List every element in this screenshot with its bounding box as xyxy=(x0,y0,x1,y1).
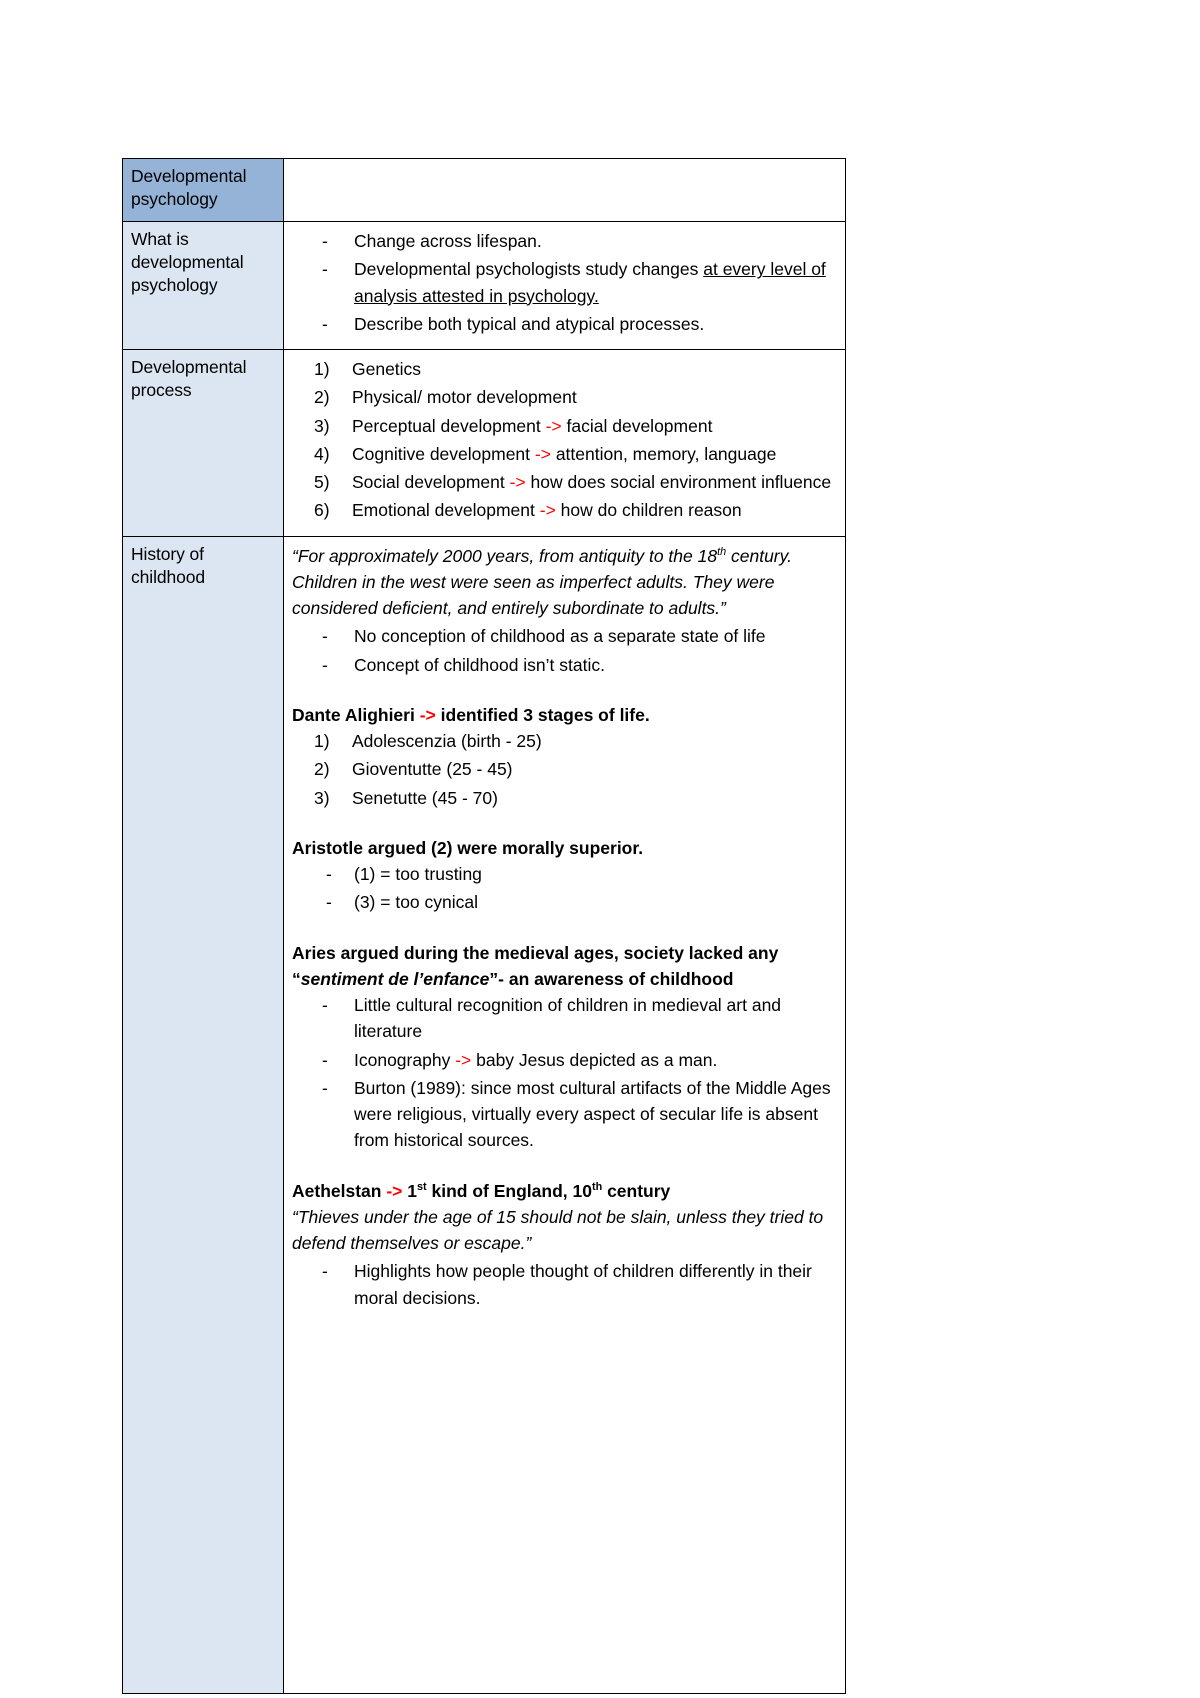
table-row-developmental-process xyxy=(123,350,846,537)
label-text: History of childhood xyxy=(131,543,206,587)
item-text: Genetics xyxy=(352,359,422,380)
table-row-what-is xyxy=(123,222,846,350)
aries-heading-italic-term: sentiment de l’enfance xyxy=(300,968,490,989)
aethelstan-quote: “Thieves under the age of 15 should not be slain, unless they tried to defend themselves or escape.” xyxy=(292,1206,824,1254)
arrow-glyph: -> xyxy=(545,415,562,436)
bullet-tail: baby Jesus depicted as a man. xyxy=(471,1049,718,1070)
aristotle-bullets xyxy=(292,861,837,916)
aethelstan-end: century xyxy=(602,1180,671,1201)
number-marker: 4) xyxy=(314,443,330,464)
arrow-glyph: -> xyxy=(419,704,436,725)
antiquity-quote xyxy=(292,543,837,622)
item-text: Perceptual development xyxy=(352,415,546,436)
bullet-text: (3) = too cynical xyxy=(354,892,479,913)
item-text: Cognitive development xyxy=(352,443,535,464)
ordinal-suffix: st xyxy=(417,1180,427,1193)
list-item xyxy=(292,992,837,1045)
list-item xyxy=(292,728,837,754)
list-item xyxy=(292,1075,837,1154)
number-marker: 5) xyxy=(314,472,330,493)
row-body-developmental-process xyxy=(284,350,846,537)
list-item xyxy=(292,652,837,678)
number-marker: 2) xyxy=(314,759,330,780)
section-spacer xyxy=(292,813,837,835)
childhood-concept-bullets xyxy=(292,623,837,678)
dash-marker: - xyxy=(322,995,328,1016)
number-marker: 3) xyxy=(314,415,330,436)
aethelstan-mid-2: kind of England, 10 xyxy=(426,1180,592,1201)
item-tail: facial development xyxy=(561,415,713,436)
row-body-history-of-childhood xyxy=(284,536,846,1693)
table-row-title xyxy=(123,159,846,222)
item-text: Physical/ motor development xyxy=(352,387,577,408)
definition-bullet-list xyxy=(292,228,837,337)
list-item xyxy=(292,1047,837,1073)
notes-table xyxy=(122,158,846,1694)
number-marker: 1) xyxy=(314,359,330,380)
quote-part-1: “For approximately 2000 years, from antiquity to the 18 xyxy=(292,545,718,566)
aristotle-heading: Aristotle argued (2) were morally superior. xyxy=(292,837,644,858)
bullet-text-underlined: at every level of analysis attested in psychology. xyxy=(354,259,826,306)
dante-heading xyxy=(292,702,837,728)
label-text: Developmental process xyxy=(131,357,247,401)
aethelstan-pre: Aethelstan xyxy=(292,1180,387,1201)
dante-stages-list xyxy=(292,728,837,811)
arrow-glyph: -> xyxy=(455,1049,472,1070)
aethelstan-heading xyxy=(292,1178,837,1204)
row-label-developmental-process xyxy=(123,350,284,537)
quote-part-2: century. Children in the west were seen as imperfect adults. They were considered deficient, and entirely subordinate to adults.” xyxy=(292,545,792,619)
item-text: Senetutte (45 - 70) xyxy=(352,787,498,808)
label-text: Developmental psychology xyxy=(131,166,247,210)
bullet-text: Little cultural recognition of children in medieval art and literature xyxy=(354,995,782,1042)
dante-heading-pre: Dante Alighieri xyxy=(292,704,420,725)
dante-heading-post: identified 3 stages of life. xyxy=(435,704,650,725)
list-item xyxy=(292,785,837,811)
row-label-what-is-developmental-psychology xyxy=(123,222,284,350)
arrow-glyph: -> xyxy=(386,1180,403,1201)
item-text: Social development xyxy=(352,472,510,493)
list-item xyxy=(292,228,837,254)
bullet-text: Developmental psychologists study changes xyxy=(354,259,704,280)
aethelstan-mid-1: 1 xyxy=(402,1180,417,1201)
list-item xyxy=(292,469,837,495)
number-marker: 6) xyxy=(314,500,330,521)
number-marker: 1) xyxy=(314,731,330,752)
dash-marker: - xyxy=(322,1077,328,1098)
list-item xyxy=(292,356,837,382)
aries-heading xyxy=(292,940,837,993)
bullet-text: Highlights how people thought of children differently in their moral decisions. xyxy=(354,1261,812,1308)
bullet-text: (1) = too trusting xyxy=(354,864,482,885)
section-spacer xyxy=(292,918,837,940)
row-body-what-is xyxy=(284,222,846,350)
bullet-text: No conception of childhood as a separate state of life xyxy=(354,626,766,647)
aries-heading-post: ”- an awareness of childhood xyxy=(489,968,734,989)
dash-marker: - xyxy=(322,1261,328,1282)
list-item xyxy=(292,413,837,439)
list-item xyxy=(292,861,837,887)
list-item xyxy=(292,256,837,309)
aethelstan-bullets xyxy=(292,1258,837,1311)
list-item xyxy=(292,311,837,337)
list-item xyxy=(292,384,837,410)
aries-bullets xyxy=(292,992,837,1154)
item-text: Gioventutte (25 - 45) xyxy=(352,759,513,780)
trailing-whitespace xyxy=(292,1313,837,1683)
section-spacer xyxy=(292,1156,837,1178)
row-body-empty xyxy=(284,159,846,222)
section-spacer xyxy=(292,680,837,702)
arrow-glyph: -> xyxy=(539,500,556,521)
dash-marker: - xyxy=(322,259,328,280)
number-marker: 2) xyxy=(314,387,330,408)
list-item xyxy=(292,497,837,523)
ordinal-suffix: th xyxy=(717,545,727,558)
dash-marker: - xyxy=(322,1049,328,1070)
dash-marker: - xyxy=(322,654,328,675)
list-item xyxy=(292,889,837,915)
bullet-text: Concept of childhood isn’t static. xyxy=(354,654,605,675)
bullet-text: Burton (1989): since most cultural artifacts of the Middle Ages were religious, virtually every aspect of secular life is absent from historical sources. xyxy=(354,1077,831,1151)
dash-marker: - xyxy=(326,892,332,913)
item-tail: attention, memory, language xyxy=(550,443,777,464)
item-text: Adolescenzia (birth - 25) xyxy=(352,731,542,752)
list-item xyxy=(292,623,837,649)
dash-marker: - xyxy=(322,313,328,334)
list-item xyxy=(292,756,837,782)
aries-heading-pre: Aries argued during the medieval ages, society lacked any “ xyxy=(292,942,779,989)
row-label-history-of-childhood xyxy=(123,536,284,1693)
bullet-text: Iconography xyxy=(354,1049,456,1070)
bullet-text: Describe both typical and atypical processes. xyxy=(354,313,705,334)
bullet-text: Change across lifespan. xyxy=(354,231,542,252)
item-tail: how do children reason xyxy=(555,500,742,521)
table-row-history-of-childhood xyxy=(123,536,846,1693)
dash-marker: - xyxy=(322,626,328,647)
label-text: What is developmental psychology xyxy=(131,229,244,296)
list-item xyxy=(292,441,837,467)
number-marker: 3) xyxy=(314,787,330,808)
dash-marker: - xyxy=(326,864,332,885)
ordinal-suffix: th xyxy=(591,1180,603,1193)
dash-marker: - xyxy=(322,231,328,252)
list-item xyxy=(292,1258,837,1311)
arrow-glyph: -> xyxy=(509,472,526,493)
developmental-process-list xyxy=(292,356,837,524)
arrow-glyph: -> xyxy=(534,443,551,464)
item-tail: how does social environment influence xyxy=(525,472,832,493)
item-text: Emotional development xyxy=(352,500,540,521)
row-label-developmental-psychology xyxy=(123,159,284,222)
